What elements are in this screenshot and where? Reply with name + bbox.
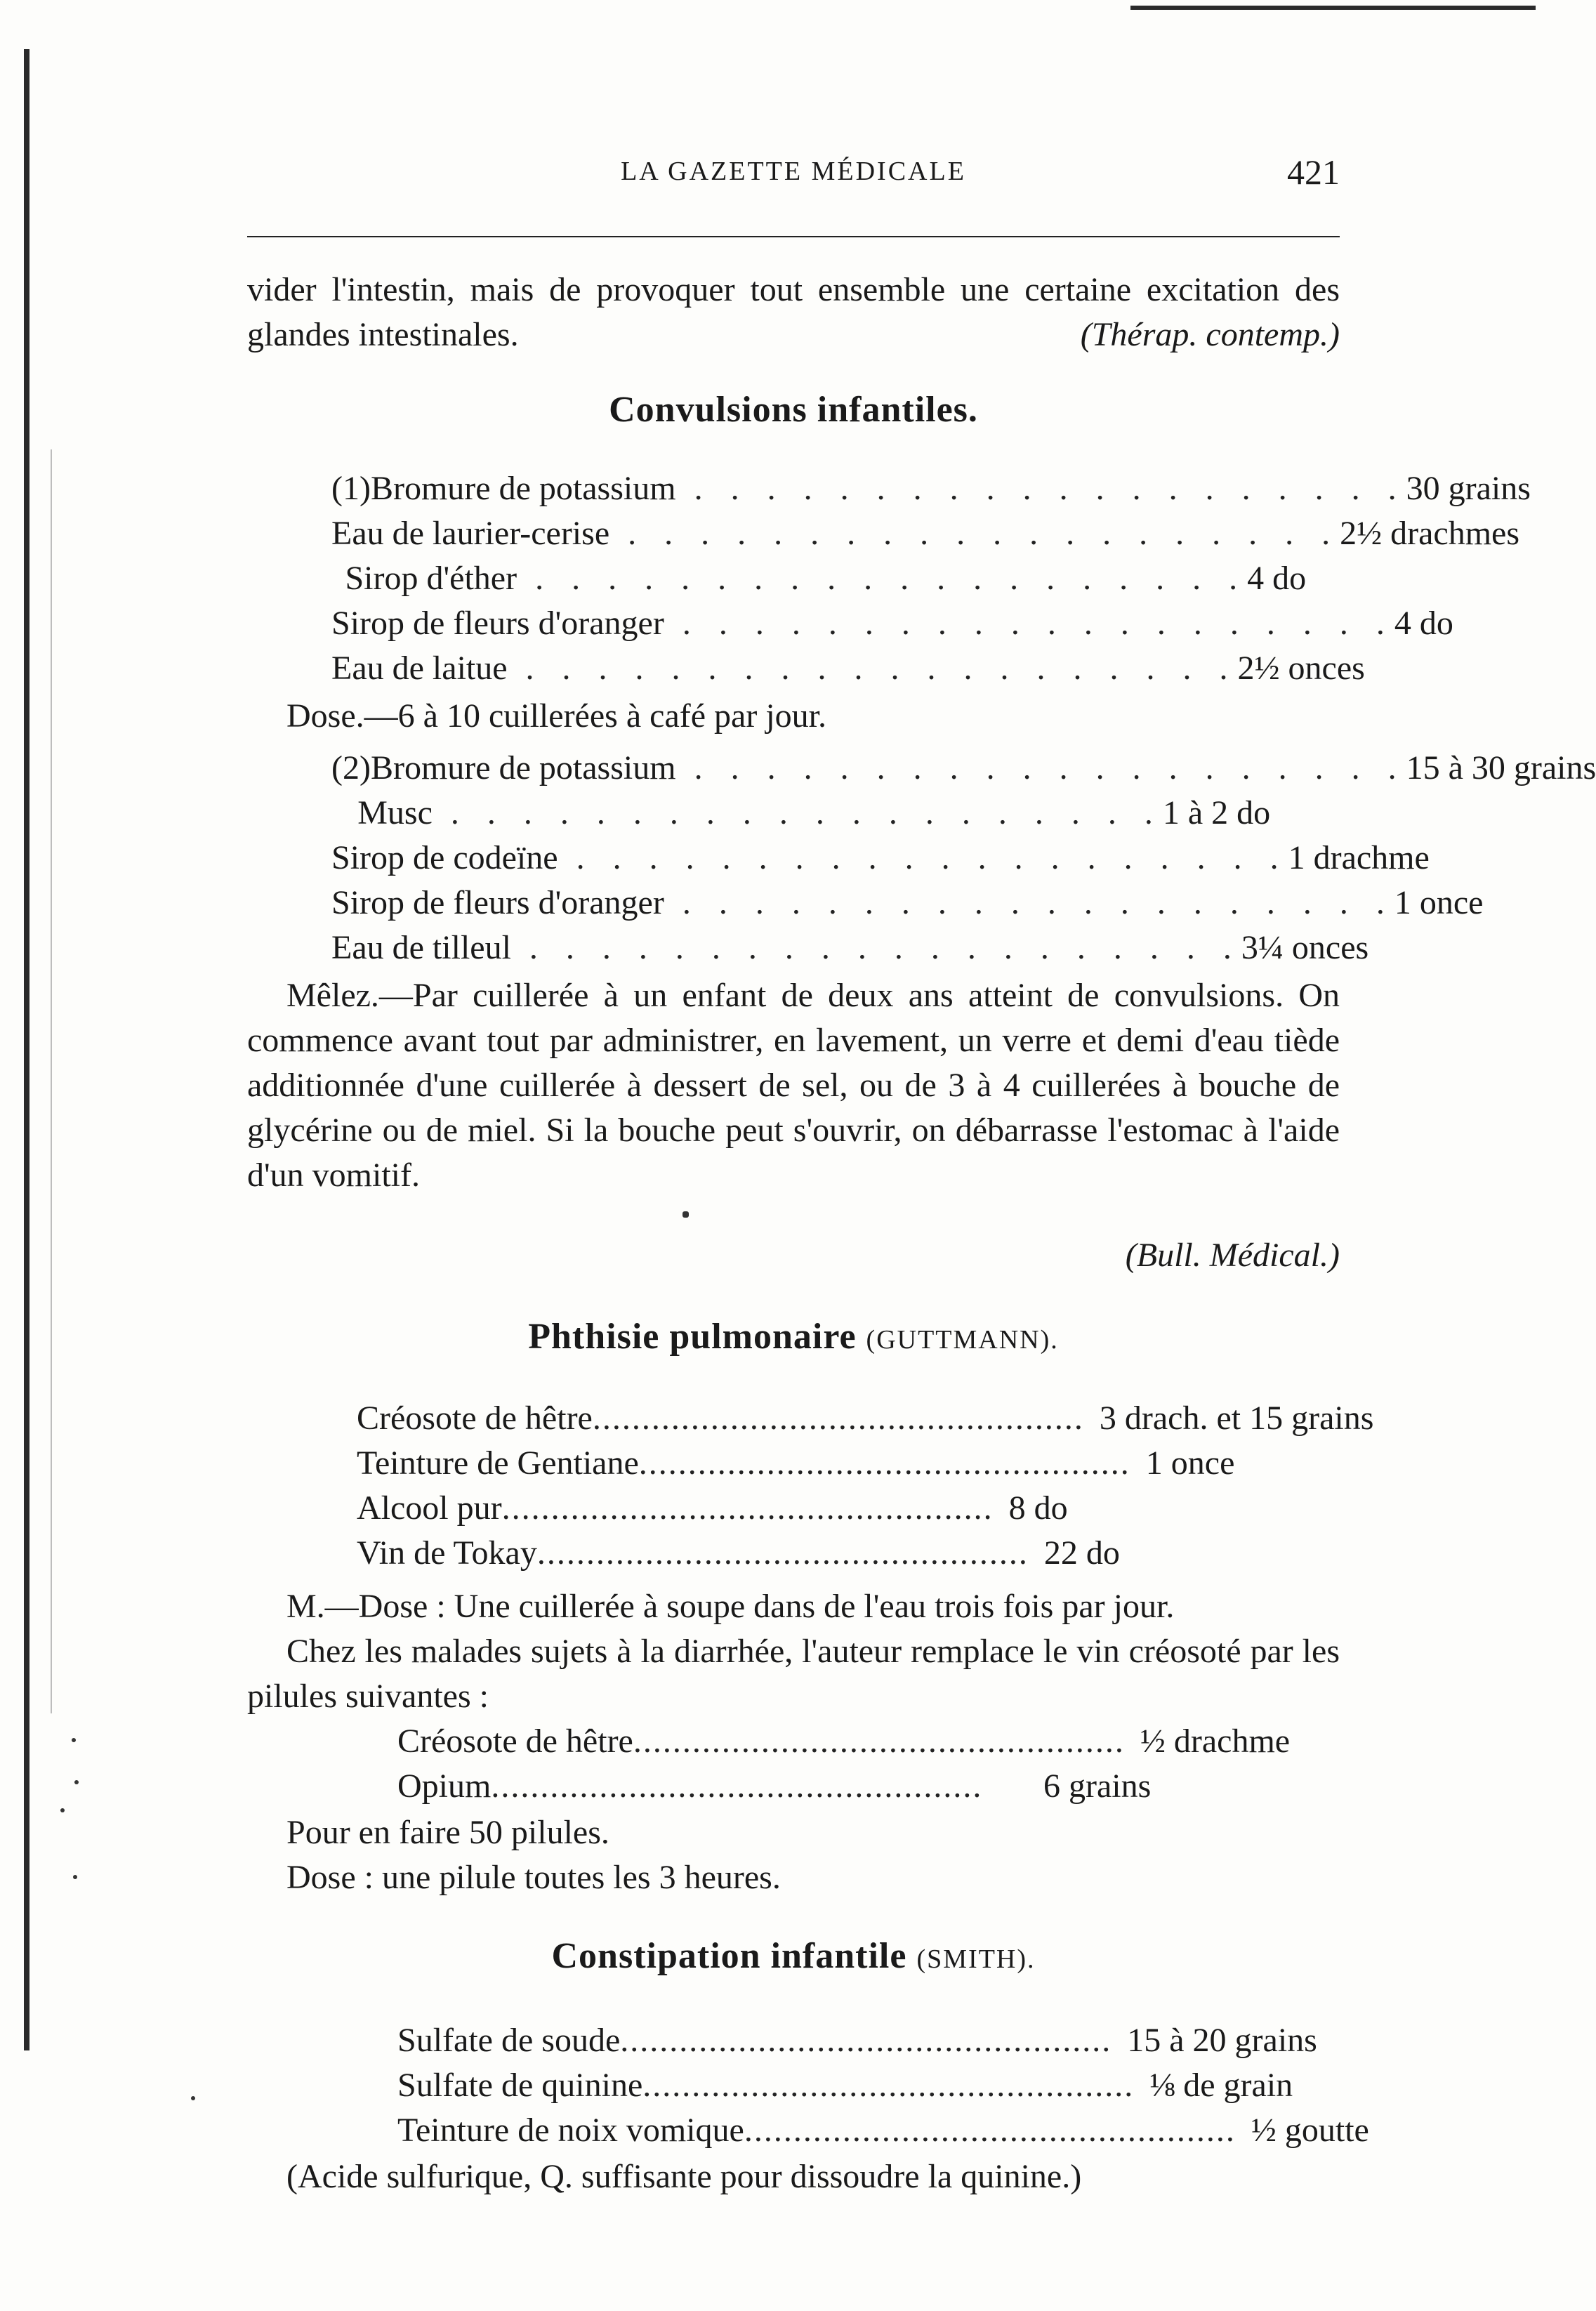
section3-author: (SMITH). xyxy=(916,1944,1036,1974)
section-heading-phthisie xyxy=(247,1316,1340,1357)
item-qty: 22 do xyxy=(1043,1534,1120,1572)
formula-1-dose: Dose.—6 à 10 cuillerées à café par jour. xyxy=(286,697,827,735)
item-name: Teinture de noix vomique xyxy=(397,2112,744,2149)
section-heading-convulsions: Convulsions infantiles. xyxy=(609,390,978,430)
formula-item xyxy=(357,1486,1234,1531)
section1-reference: (Bull. Médical.) xyxy=(1125,1237,1340,1274)
item-name: Sirop de fleurs d'oranger xyxy=(331,605,664,642)
section2-note: Chez les malades sujets à la diarrhée, l'auteur remplace le vin créosoté par les pilules suivantes : xyxy=(247,1633,1340,1715)
item-name: Eau de laurier-cerise xyxy=(331,515,610,552)
item-qty: ½ goutte xyxy=(1251,2112,1369,2149)
scan-top-mark xyxy=(1130,6,1536,10)
item-name: Créosote de hêtre xyxy=(397,1723,633,1760)
item-name: Eau de laitue xyxy=(331,650,508,687)
leader-dots: . . . . . . . . . . . . . . . . . . . . xyxy=(432,794,1163,831)
formula-item xyxy=(331,791,1340,836)
item-qty: 30 grains xyxy=(1406,470,1531,507)
formula-item xyxy=(331,646,1365,691)
formula-item xyxy=(331,601,1453,646)
item-qty: 1 once xyxy=(1394,884,1484,921)
formula-item xyxy=(331,511,1520,556)
item-name: Eau de tilleul xyxy=(331,929,511,966)
formula-item xyxy=(331,746,1596,791)
item-name: Bromure de potassium xyxy=(370,749,676,786)
leader-dots: .................................................. xyxy=(592,1400,1084,1437)
formula-item xyxy=(331,556,1340,601)
leader-dots: . . . . . . . . . . . . . . . . . . . . xyxy=(517,560,1248,597)
item-name: Sirop de codeïne xyxy=(331,839,558,876)
item-name: Sirop de fleurs d'oranger xyxy=(331,884,664,921)
pills-formula xyxy=(397,1719,1291,1809)
formula-4 xyxy=(397,2018,1369,2153)
leader-dots: .................................................. xyxy=(744,2112,1236,2149)
formula-item xyxy=(397,2063,1293,2108)
leader-dots: .................................................. xyxy=(491,1767,983,1805)
item-qty: 2½ onces xyxy=(1237,650,1365,687)
item-qty: 15 à 30 grains xyxy=(1406,749,1596,786)
item-qty: 3¼ onces xyxy=(1241,929,1369,966)
formula-item xyxy=(331,926,1369,970)
leader-dots: . . . . . . . . . . . . . . . . . . . . xyxy=(675,749,1406,786)
leader-dots: . . . . . . . . . . . . . . . . . . . . xyxy=(609,515,1340,552)
leader-dots: .................................................. xyxy=(536,1534,1029,1572)
running-head xyxy=(247,152,1340,202)
item-qty: 8 do xyxy=(1008,1489,1068,1527)
ink-speck xyxy=(60,1808,65,1812)
ink-speck xyxy=(73,1875,77,1879)
item-name: Bromure de potassium xyxy=(370,470,676,507)
formula-item xyxy=(397,2108,1369,2153)
section-heading-constipation xyxy=(247,1935,1340,1977)
item-name: Opium xyxy=(397,1767,492,1805)
ink-speck xyxy=(74,1780,79,1784)
leader-dots: .................................................. xyxy=(642,2067,1135,2104)
formula-number: (1) xyxy=(331,470,371,507)
item-name: Sulfate de soude xyxy=(397,2022,621,2059)
formula-1 xyxy=(331,466,1531,691)
formula-item xyxy=(357,1531,1234,1576)
intro-text: vider l'intestin, mais de provoquer tout ensemble une certaine excitation des glandes intestinales. xyxy=(247,271,1340,353)
section2-title: Phthisie pulmonaire xyxy=(528,1317,857,1357)
intro-paragraph xyxy=(247,268,1340,357)
section3-note: (Acide sulfurique, Q. suffisante pour dissoudre la quinine.) xyxy=(286,2158,1082,2195)
item-qty: ½ drachme xyxy=(1140,1723,1291,1760)
leader-dots: . . . . . . . . . . . . . . . . . . . . xyxy=(675,470,1406,507)
leader-dots: .................................................. xyxy=(501,1489,994,1527)
page-number: 421 xyxy=(1287,152,1340,192)
item-qty: 4 do xyxy=(1247,560,1307,597)
instructions-paragraph: Mêlez.—Par cuillerée à un enfant de deux ans atteint de convulsions. On commence avant tout par administrer, en lavement, un verre et demi d'eau tiède additionnée d'une cuillerée à dessert de sel, ou de 3 à 4 cuillerées à bouche de glycérine ou de miel. Si la bouche peut s'ouvrir, on débarrasse l'estomac à l'aide d'un vomitif. xyxy=(247,977,1340,1194)
leader-dots: . . . . . . . . . . . . . . . . . . . . xyxy=(510,929,1241,966)
ink-speck xyxy=(682,1211,689,1218)
scan-edge-shadow xyxy=(51,449,52,1713)
page xyxy=(247,152,1596,2195)
leader-dots: . . . . . . . . . . . . . . . . . . . . xyxy=(558,839,1288,876)
running-title: LA GAZETTE MÉDICALE xyxy=(621,157,966,186)
formula-2 xyxy=(331,746,1596,970)
item-qty: 2½ drachmes xyxy=(1340,515,1520,552)
leader-dots: .................................................. xyxy=(620,2022,1112,2059)
item-name: Teinture de Gentiane xyxy=(357,1444,639,1482)
item-qty: 1 drachme xyxy=(1288,839,1430,876)
leader-dots: . . . . . . . . . . . . . . . . . . . . xyxy=(664,605,1394,642)
formula-3 xyxy=(357,1396,1374,1576)
item-qty: 3 drach. et 15 grains xyxy=(1099,1400,1374,1437)
item-name: Créosote de hêtre xyxy=(357,1400,593,1437)
leader-dots: . . . . . . . . . . . . . . . . . . . . xyxy=(664,884,1394,921)
formula-item xyxy=(357,1396,1374,1441)
leader-dots: . . . . . . . . . . . . . . . . . . . . xyxy=(507,650,1238,687)
formula-item xyxy=(331,466,1531,511)
item-qty: 1 once xyxy=(1145,1444,1235,1482)
formula-item xyxy=(331,836,1430,881)
header-rule xyxy=(247,236,1340,237)
formula-item xyxy=(331,881,1484,926)
item-qty: 15 à 20 grains xyxy=(1127,2022,1317,2059)
leader-dots: .................................................. xyxy=(633,1723,1125,1760)
section2-author: (GUTTMANN). xyxy=(866,1325,1059,1355)
item-name: Alcool pur xyxy=(357,1489,502,1527)
item-name: Sirop d'éther xyxy=(345,560,517,597)
item-name: Vin de Tokay xyxy=(357,1534,537,1572)
scan-edge xyxy=(24,49,29,2050)
formula-item xyxy=(397,1719,1291,1764)
item-qty: 4 do xyxy=(1394,605,1453,642)
item-name: Sulfate de quinine xyxy=(397,2067,643,2104)
intro-reference: (Thérap. contemp.) xyxy=(1080,316,1340,353)
pill-dose: Dose : une pilule toutes les 3 heures. xyxy=(286,1859,781,1896)
ink-speck xyxy=(72,1738,76,1742)
formula-item xyxy=(357,1441,1234,1486)
pill-count: Pour en faire 50 pilules. xyxy=(286,1814,609,1851)
item-qty: ⅛ de grain xyxy=(1149,2067,1293,2104)
item-qty: 1 à 2 do xyxy=(1162,794,1271,831)
formula-number: (2) xyxy=(331,749,371,786)
item-name: Musc xyxy=(357,794,433,831)
item-qty: 6 grains xyxy=(1043,1767,1152,1805)
ink-speck xyxy=(191,2096,195,2100)
leader-dots: .................................................. xyxy=(638,1444,1130,1482)
section2-dose: M.—Dose : Une cuillerée à soupe dans de l'eau trois fois par jour. xyxy=(286,1588,1175,1625)
formula-item xyxy=(397,1764,1268,1809)
section3-title: Constipation infantile xyxy=(551,1936,907,1976)
formula-item xyxy=(397,2018,1317,2063)
